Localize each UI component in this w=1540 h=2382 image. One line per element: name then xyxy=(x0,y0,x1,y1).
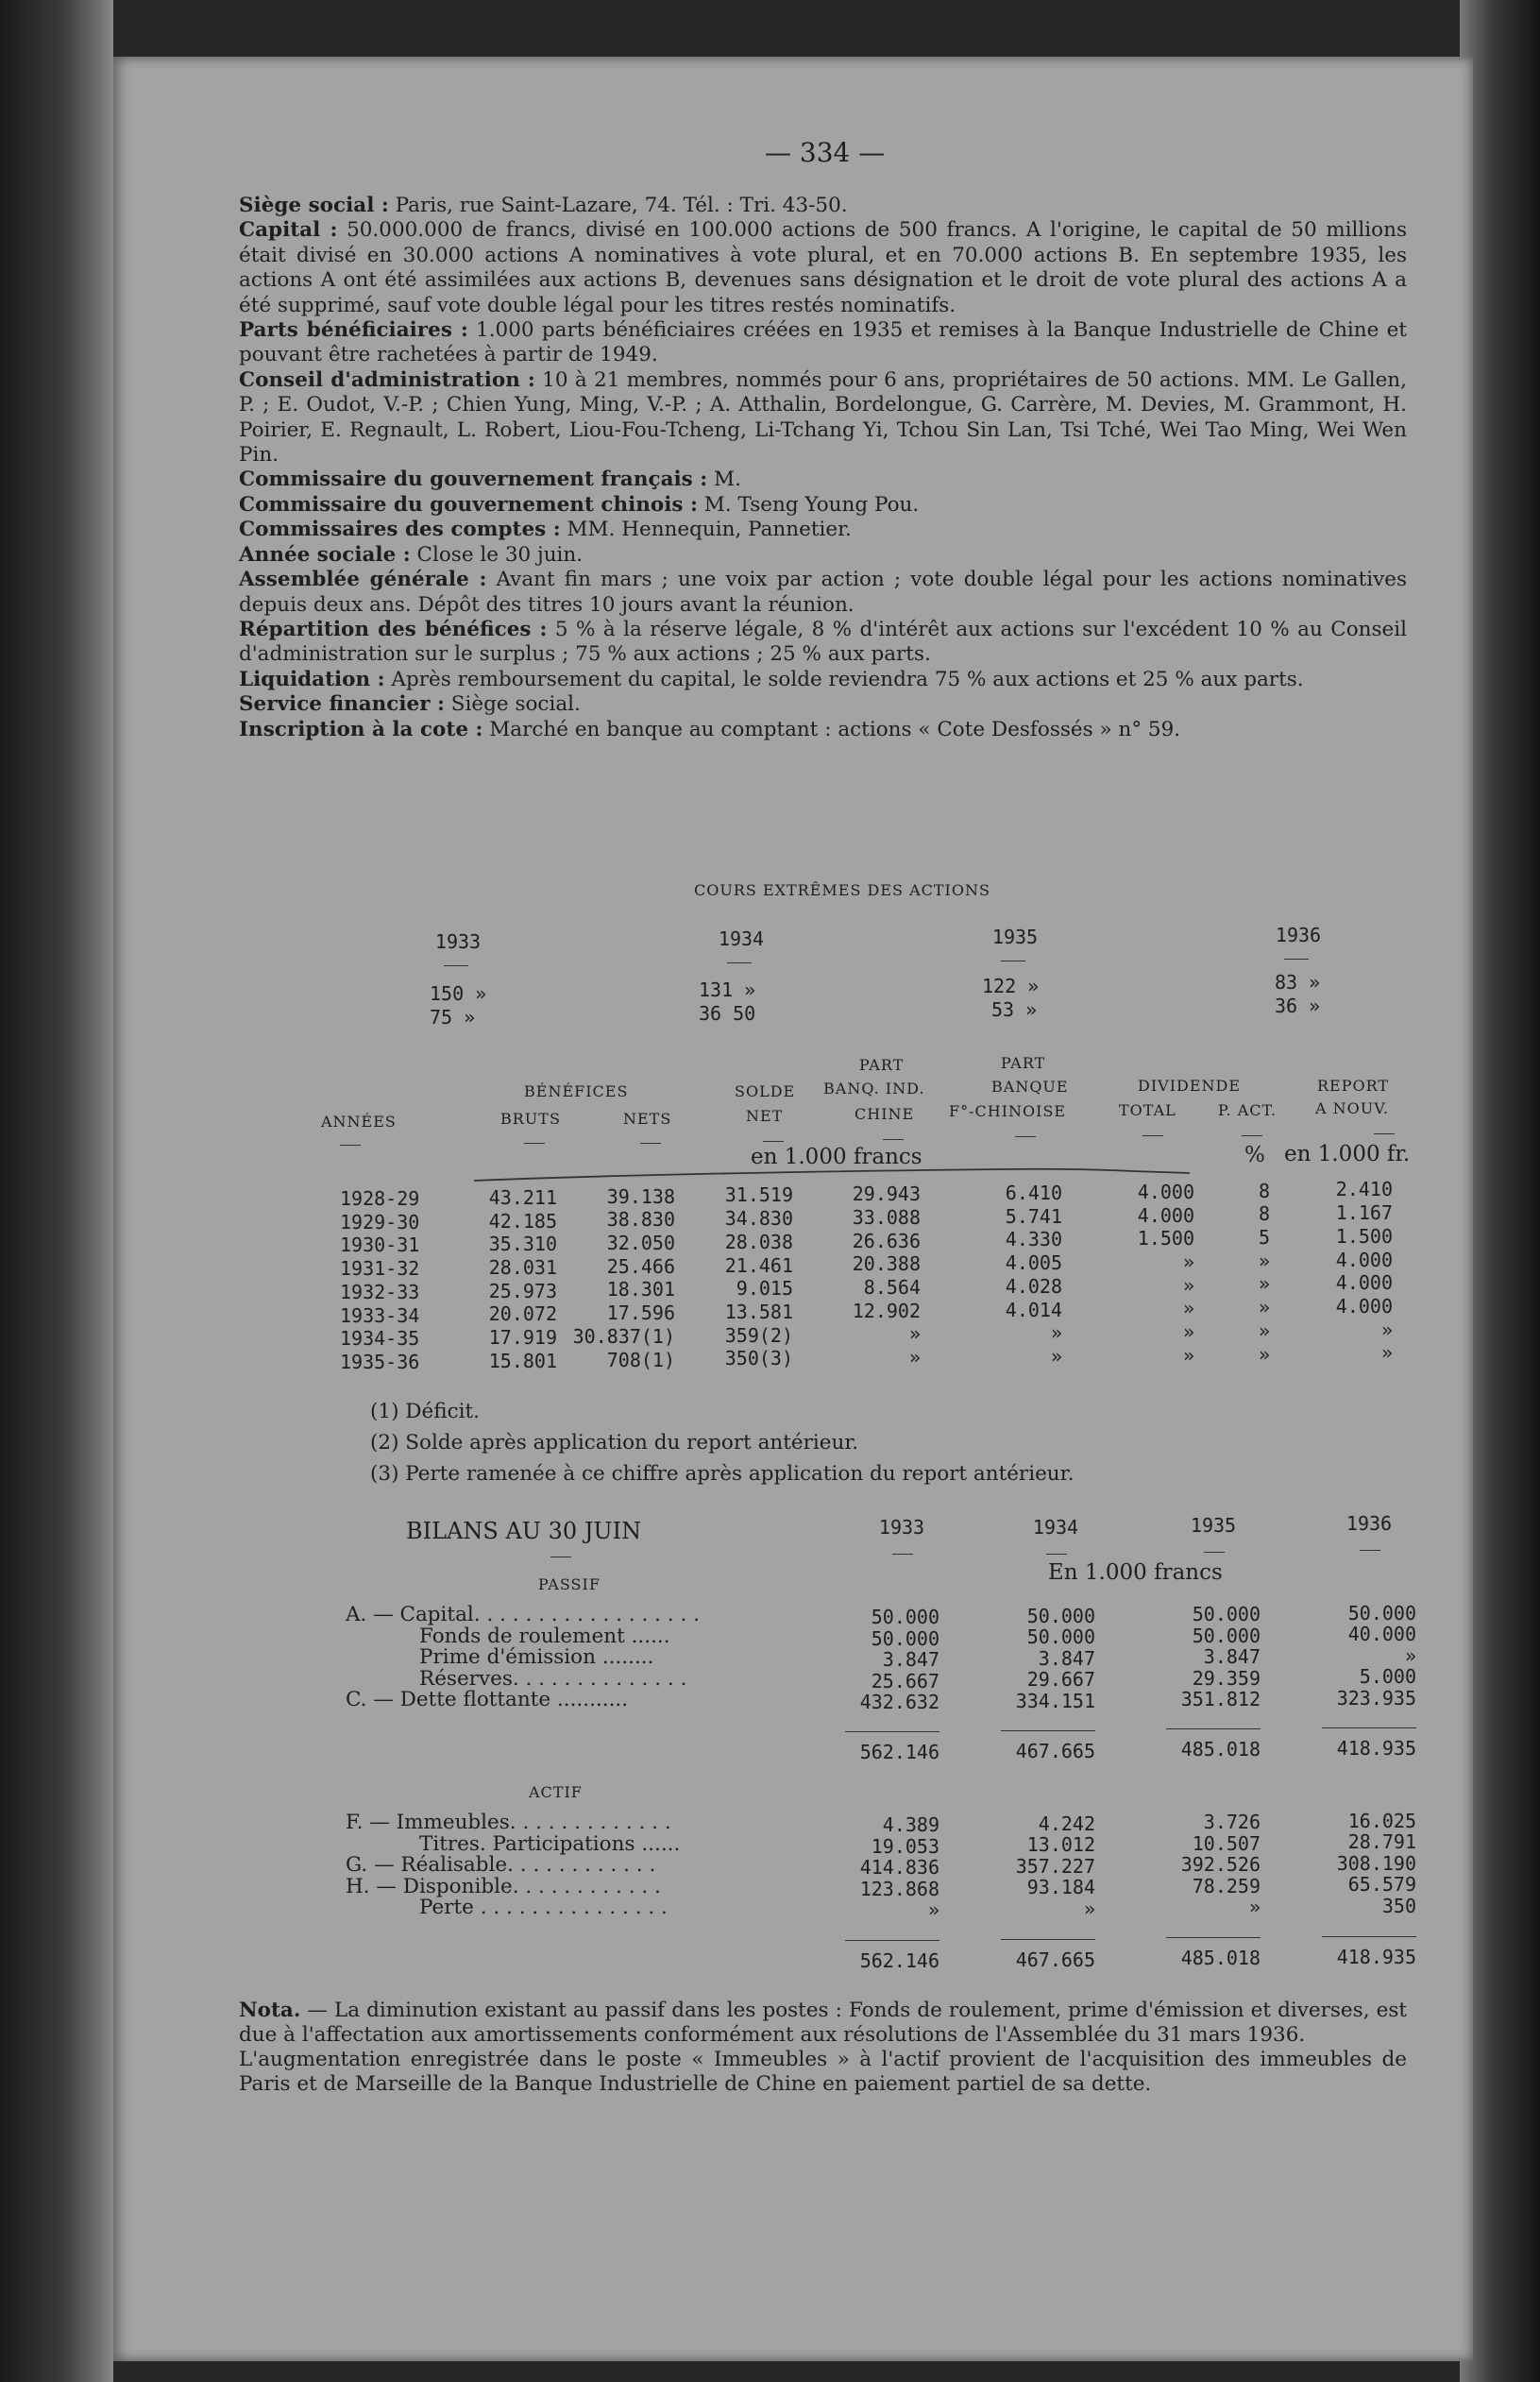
bilans-passif-label: PASSIF xyxy=(538,1575,601,1593)
passif-value: 50.000 xyxy=(1192,1603,1261,1625)
results-cell-div-pact: 8 xyxy=(1258,1202,1270,1226)
results-cell-bruts: 17.919 xyxy=(488,1326,557,1349)
head-dash-solde xyxy=(763,1141,784,1142)
label-service: Service financier : xyxy=(239,692,445,717)
results-cell-solde: 359(2) xyxy=(724,1323,793,1347)
actif-value: » xyxy=(1248,1896,1261,1918)
bilans-year-1933: 1933 xyxy=(878,1516,925,1539)
head-pact: P. ACT. xyxy=(1218,1101,1277,1119)
results-cell-part-fco: » xyxy=(1050,1344,1062,1368)
paragraph-parts xyxy=(212,318,1407,368)
head-report-1: REPORT xyxy=(1317,1077,1390,1095)
results-cell-div-pact: 5 xyxy=(1258,1226,1270,1249)
company-description xyxy=(212,194,1407,742)
passif-value: 50.000 xyxy=(871,1626,939,1650)
head-dash-annees xyxy=(340,1145,361,1146)
passif-value: 25.667 xyxy=(871,1669,939,1693)
actif-total: 485.018 xyxy=(1180,1947,1261,1969)
results-cell-bruts: 35.310 xyxy=(488,1233,557,1256)
actif-value: 4.242 xyxy=(1038,1812,1095,1835)
head-annees: ANNÉES xyxy=(321,1113,397,1131)
results-cell-div-total: 1.500 xyxy=(1137,1227,1194,1251)
head-total: TOTAL xyxy=(1119,1101,1176,1119)
label-repartition: Répartition des bénéfices : xyxy=(239,617,548,641)
head-dash-nets xyxy=(640,1143,661,1144)
head-part-banq-3: CHINE xyxy=(855,1105,915,1123)
results-cell-part-banq: 8.564 xyxy=(863,1276,921,1299)
results-cell-part-banq: 26.636 xyxy=(852,1229,921,1252)
passif-total-rule xyxy=(1001,1730,1095,1731)
cours-dash-1936 xyxy=(1284,959,1309,960)
results-cell-div-pact: 8 xyxy=(1258,1179,1270,1202)
results-cell-annee: 1935-36 xyxy=(340,1350,420,1373)
text-commissaires-comptes: MM. Hennequin, Pannetier. xyxy=(560,518,852,542)
results-cell-part-fco: » xyxy=(1050,1321,1062,1345)
passif-total-rule xyxy=(845,1731,939,1732)
results-cell-report: 1.167 xyxy=(1335,1201,1393,1225)
results-cell-report: 4.000 xyxy=(1335,1248,1393,1271)
head-part-banq-1: PART xyxy=(859,1056,905,1074)
results-cell-div-total: 4.000 xyxy=(1137,1180,1194,1203)
head-dash-bruts xyxy=(524,1143,545,1144)
results-cell-annee: 1930-31 xyxy=(340,1234,420,1257)
results-cell-part-banq: 12.902 xyxy=(852,1299,921,1322)
passif-value: 50.000 xyxy=(1347,1601,1416,1625)
results-cell-part-banq: » xyxy=(908,1346,921,1370)
results-cell-part-banq: 29.943 xyxy=(852,1182,921,1206)
paragraph-siege xyxy=(212,194,1407,218)
results-cell-div-total: » xyxy=(1182,1250,1194,1273)
actif-label: Perte . . . . . . . . . . . . . . . xyxy=(419,1896,668,1919)
actif-total-rule xyxy=(1322,1936,1416,1937)
actif-value: 350 xyxy=(1381,1894,1416,1917)
cours-low-1935: 53 » xyxy=(991,998,1038,1021)
results-cell-nets: 25.466 xyxy=(606,1254,675,1278)
results-cell-annee: 1931-32 xyxy=(340,1257,420,1281)
footnote-1: (1) Déficit. xyxy=(370,1400,480,1423)
head-dash-fco xyxy=(1015,1136,1036,1137)
label-parts: Parts bénéficiaires : xyxy=(239,318,468,343)
results-cell-solde: 31.519 xyxy=(724,1183,793,1207)
head-bruts: BRUTS xyxy=(500,1110,561,1128)
bilans-actif-label: ACTIF xyxy=(529,1783,583,1801)
actif-value: 65.579 xyxy=(1347,1873,1416,1896)
paragraph-liquidation xyxy=(212,668,1407,692)
page-number: — 334 — xyxy=(765,137,886,168)
actif-value: 4.389 xyxy=(882,1813,939,1836)
results-cell-div-total: » xyxy=(1182,1273,1194,1297)
passif-label: Fonds de roulement ...... xyxy=(419,1624,670,1648)
passif-value: 50.000 xyxy=(1026,1604,1095,1627)
bilans-dash-1934 xyxy=(1046,1554,1067,1555)
passif-value: 29.667 xyxy=(1026,1668,1095,1691)
paragraph-assemblee xyxy=(212,568,1407,618)
head-benefices: BÉNÉFICES xyxy=(524,1082,629,1100)
text-liquidation: Après remboursement du capital, le solde reviendra 75 % aux actions et 25 % aux parts. xyxy=(384,667,1304,691)
actif-value: » xyxy=(1083,1897,1095,1920)
passif-value: 351.812 xyxy=(1180,1688,1261,1710)
paragraph-capital xyxy=(212,218,1407,318)
cours-year-1934: 1934 xyxy=(718,927,765,950)
paragraph-commissaire-fr xyxy=(212,468,1407,492)
paragraph-repartition xyxy=(212,618,1407,668)
passif-total-rule xyxy=(1166,1728,1261,1729)
bilans-title: BILANS AU 30 JUIN xyxy=(406,1518,642,1544)
actif-label: H. — Disponible. . . . . . . . . . . . xyxy=(346,1874,661,1898)
unit-pct: % xyxy=(1244,1143,1265,1167)
cours-year-1936: 1936 xyxy=(1275,924,1322,946)
cours-dash-1933 xyxy=(444,965,468,966)
actif-total-rule xyxy=(1166,1937,1261,1938)
text-service: Siège social. xyxy=(444,692,581,717)
passif-total: 467.665 xyxy=(1015,1739,1095,1762)
paragraph-annee xyxy=(212,543,1407,568)
results-cell-report: 1.500 xyxy=(1335,1224,1393,1248)
results-cell-bruts: 43.211 xyxy=(488,1185,557,1209)
label-commissaires-comptes: Commissaires des comptes : xyxy=(239,518,561,542)
label-capital: Capital : xyxy=(239,218,338,243)
text-siege: Paris, rue Saint-Lazare, 74. Tél. : Tri. 43-50. xyxy=(388,194,848,217)
results-cell-part-fco: 4.028 xyxy=(1005,1274,1062,1298)
text-assemblee: Avant fin mars ; une voix par action ; vote double légal pour les actions nominatives depuis deux ans. Dépôt des titres 10 jours avant la réunion. xyxy=(239,568,1407,617)
head-report-2: A NOUV. xyxy=(1315,1099,1390,1117)
actif-label: Titres. Participations ...... xyxy=(419,1831,681,1856)
actif-total: 562.146 xyxy=(859,1949,939,1972)
actif-value: 3.726 xyxy=(1203,1811,1261,1833)
head-dividende: DIVIDENDE xyxy=(1138,1077,1242,1095)
cours-high-1934: 131 » xyxy=(699,978,756,1001)
text-inscription: Marché en banque au comptant : actions « Cote Desfossés » n° 59. xyxy=(482,717,1181,741)
results-cell-nets: 18.301 xyxy=(606,1278,675,1302)
passif-value: 432.632 xyxy=(859,1691,939,1713)
label-liquidation: Liquidation : xyxy=(239,667,385,691)
bilans-year-1936: 1936 xyxy=(1345,1512,1393,1535)
results-cell-report: 2.410 xyxy=(1335,1178,1393,1201)
results-cell-nets: 32.050 xyxy=(606,1232,675,1254)
results-cell-part-fco: 5.741 xyxy=(1005,1204,1062,1228)
text-conseil: 10 à 21 membres, nommés pour 6 ans, propriétaires de 50 actions. MM. Le Gallen, P. ; E. Oudot, V.-P. ; Chien Yung, Ming, V.-P. ; A. Atthalin, Bordelongue, G. Carrère, M. Devies, M. Grammont, H. Poirier, E. Regnault, L. Robert, Liou-Fou-Tcheng, Li-Tchang Yi, Tchou Sin Lan, Tsi Tché, Wei Tao Ming, Wei Wen Pin. xyxy=(239,367,1407,468)
actif-total-rule xyxy=(1001,1939,1095,1940)
results-cell-part-fco: 4.330 xyxy=(1005,1228,1062,1251)
label-commissaire-cn: Commissaire du gouvernement chinois : xyxy=(239,492,698,517)
passif-value: 3.847 xyxy=(1203,1645,1261,1668)
nota-paragraph-2: L'augmentation enregistrée dans le poste « Immeubles » à l'actif provient de l'acquisition des immeubles de Paris et de Marseille de la Banque Industrielle de Chine en paiement partiel de sa dette. xyxy=(239,2048,1407,2096)
cours-low-1933: 75 » xyxy=(430,1006,476,1029)
actif-value: 392.526 xyxy=(1180,1853,1261,1876)
head-part-fco-2: BANQUE xyxy=(991,1078,1069,1096)
results-cell-part-banq: » xyxy=(908,1322,921,1346)
head-part-banq-2: BANQ. IND. xyxy=(823,1080,925,1097)
head-nets: NETS xyxy=(623,1110,672,1128)
actif-value: 78.259 xyxy=(1192,1874,1261,1897)
passif-value: 29.359 xyxy=(1192,1666,1261,1690)
results-cell-div-pact: » xyxy=(1258,1296,1270,1319)
actif-total: 418.935 xyxy=(1336,1945,1416,1968)
results-cell-bruts: 20.072 xyxy=(488,1302,557,1326)
results-cell-nets: 38.830 xyxy=(606,1208,675,1232)
head-solde-1: SOLDE xyxy=(735,1082,796,1100)
footnote-3: (3) Perte ramenée à ce chiffre après application du report antérieur. xyxy=(370,1462,1075,1486)
actif-label: F. — Immeubles. . . . . . . . . . . . . xyxy=(346,1811,671,1834)
passif-value: 323.935 xyxy=(1336,1686,1416,1710)
label-siege: Siège social : xyxy=(239,194,389,217)
label-annee: Année sociale : xyxy=(239,542,411,567)
actif-total-rule xyxy=(845,1940,939,1941)
head-dash-banq xyxy=(883,1139,904,1140)
bilans-unit: En 1.000 francs xyxy=(1048,1560,1223,1585)
passif-value: 40.000 xyxy=(1347,1623,1416,1645)
results-cell-div-pact: » xyxy=(1258,1342,1270,1366)
head-dash-pact xyxy=(1242,1135,1262,1136)
paragraph-commissaires-comptes xyxy=(212,518,1407,542)
label-conseil: Conseil d'administration : xyxy=(239,367,535,392)
cours-low-1934: 36 50 xyxy=(699,1002,756,1025)
cours-high-1936: 83 » xyxy=(1275,971,1321,994)
results-cell-report: » xyxy=(1380,1318,1393,1341)
results-cell-annee: 1932-33 xyxy=(340,1280,420,1303)
actif-value: 357.227 xyxy=(1015,1854,1095,1878)
text-annee: Close le 30 juin. xyxy=(410,542,584,567)
passif-label: A. — Capital. . . . . . . . . . . . . . . . . . xyxy=(346,1603,700,1626)
results-cell-annee: 1928-29 xyxy=(340,1187,420,1210)
bilans-dash-1933 xyxy=(892,1554,913,1555)
results-cell-div-pact: » xyxy=(1258,1319,1270,1342)
results-cell-div-pact: » xyxy=(1258,1249,1270,1272)
text-parts: 1.000 parts bénéficiaires créées en 1935 et remises à la Banque Industrielle de Chine et pouvant être rachetées à partir de 1949. xyxy=(239,318,1407,367)
results-cell-nets: 30.837(1) xyxy=(572,1324,675,1348)
actif-value: 16.025 xyxy=(1347,1809,1416,1832)
results-cell-report: 4.000 xyxy=(1335,1271,1393,1295)
head-solde-2: NET xyxy=(746,1107,784,1125)
passif-value: 50.000 xyxy=(1192,1624,1261,1647)
results-cell-div-pact: » xyxy=(1258,1272,1270,1296)
text-commissaire-fr: M. xyxy=(707,468,741,492)
results-cell-nets: 17.596 xyxy=(606,1302,675,1325)
passif-value: 3.847 xyxy=(1038,1646,1095,1670)
actif-value: 10.507 xyxy=(1192,1831,1261,1855)
scan-edge-left xyxy=(0,0,113,2382)
head-dash-report xyxy=(1374,1133,1395,1134)
results-cell-bruts: 25.973 xyxy=(488,1279,557,1302)
results-cell-bruts: 28.031 xyxy=(488,1255,557,1279)
results-cell-div-total: » xyxy=(1182,1343,1194,1367)
passif-label: C. — Dette flottante ........... xyxy=(346,1688,629,1711)
results-cell-bruts: 15.801 xyxy=(488,1349,557,1372)
actif-value: 13.012 xyxy=(1026,1833,1095,1856)
head-dash-total xyxy=(1142,1135,1163,1136)
results-cell-part-fco: 4.014 xyxy=(1005,1298,1062,1321)
label-commissaire-fr: Commissaire du gouvernement français : xyxy=(239,468,708,492)
actif-value: 308.190 xyxy=(1336,1851,1416,1875)
results-cell-part-fco: 4.005 xyxy=(1005,1251,1062,1275)
cours-title: COURS EXTRÊMES DES ACTIONS xyxy=(694,881,990,899)
results-cell-report: » xyxy=(1380,1341,1393,1365)
actif-value: 123.868 xyxy=(859,1877,939,1900)
paragraph-commissaire-cn xyxy=(212,493,1407,518)
text-commissaire-cn: M. Tseng Young Pou. xyxy=(697,492,920,517)
cours-year-1933: 1933 xyxy=(434,930,482,953)
results-cell-annee: 1933-34 xyxy=(340,1303,420,1327)
results-cell-div-total: » xyxy=(1182,1320,1194,1343)
results-cell-solde: 28.038 xyxy=(724,1230,793,1253)
results-cell-solde: 350(3) xyxy=(724,1347,793,1370)
cours-dash-1934 xyxy=(727,962,752,963)
results-cell-annee: 1934-35 xyxy=(340,1327,420,1351)
paragraph-service xyxy=(212,692,1407,717)
results-cell-part-banq: 33.088 xyxy=(852,1205,921,1229)
unit-francs: en 1.000 francs xyxy=(751,1145,922,1169)
actif-label: G. — Réalisable. . . . . . . . . . . . xyxy=(346,1853,656,1877)
nota xyxy=(212,1999,1407,2097)
cours-high-1933: 150 » xyxy=(430,982,487,1005)
passif-value: 50.000 xyxy=(1026,1625,1095,1648)
results-cell-solde: 9.015 xyxy=(736,1277,793,1301)
passif-value: 5.000 xyxy=(1359,1665,1416,1688)
results-cell-annee: 1929-30 xyxy=(340,1210,420,1234)
footnote-2: (2) Solde après application du report antérieur. xyxy=(370,1431,859,1455)
passif-value: 50.000 xyxy=(871,1606,939,1628)
passif-total: 562.146 xyxy=(859,1741,939,1763)
passif-value: 3.847 xyxy=(882,1648,939,1671)
cours-high-1935: 122 » xyxy=(982,975,1040,997)
head-part-fco-3: F°-CHINOISE xyxy=(949,1102,1067,1120)
passif-value: » xyxy=(1404,1643,1416,1667)
passif-total-rule xyxy=(1322,1727,1416,1728)
bilans-dash-1935 xyxy=(1204,1552,1225,1553)
actif-value: 19.053 xyxy=(871,1834,939,1858)
bilans-year-1934: 1934 xyxy=(1032,1516,1079,1539)
results-cell-div-total: 4.000 xyxy=(1137,1203,1194,1227)
text-repartition: 5 % à la réserve légale, 8 % d'intérêt aux actions sur l'excédent 10 % au Conseil d'administration sur le surplus ; 75 % aux actions ; 25 % aux parts. xyxy=(239,617,1407,667)
actif-value: 414.836 xyxy=(859,1856,939,1879)
results-cell-solde: 34.830 xyxy=(724,1207,793,1231)
text-capital: 50.000.000 de francs, divisé en 100.000 actions de 500 francs. A l'origine, le capital de 50 millions était divisé en 30.000 actions A nominatives à vote plural, et en 70.000 actions B. En septembre 1935, les actions A ont été assimilées aux actions B, devenues sans désignation et le droit de vote plural des actions A a été supprimé, sauf vote double légal pour les titres restés nominatifs. xyxy=(239,218,1407,317)
results-cell-report: 4.000 xyxy=(1335,1294,1393,1318)
label-inscription: Inscription à la cote : xyxy=(239,717,483,741)
results-cell-solde: 21.461 xyxy=(724,1253,793,1277)
cours-low-1936: 36 » xyxy=(1275,995,1321,1017)
paragraph-conseil xyxy=(212,368,1407,468)
passif-total: 418.935 xyxy=(1336,1736,1416,1760)
results-cell-solde: 13.581 xyxy=(724,1300,793,1323)
actif-value: 93.184 xyxy=(1026,1876,1095,1898)
actif-total: 467.665 xyxy=(1015,1948,1095,1971)
results-cell-part-fco: 6.410 xyxy=(1005,1182,1062,1204)
paragraph-inscription xyxy=(212,718,1407,742)
label-assemblee: Assemblée générale : xyxy=(239,568,487,592)
cours-year-1935: 1935 xyxy=(991,926,1039,948)
results-cell-bruts: 42.185 xyxy=(488,1209,557,1233)
unit-report: en 1.000 fr. xyxy=(1284,1142,1411,1166)
actif-value: » xyxy=(927,1898,939,1921)
head-part-fco-1: PART xyxy=(1001,1054,1046,1072)
bilans-dash-1936 xyxy=(1360,1550,1380,1551)
nota-paragraph-1 xyxy=(212,1999,1407,2048)
passif-label: Prime d'émission ........ xyxy=(419,1645,654,1669)
nota-text-1: — La diminution existant au passif dans les postes : Fonds de roulement, prime d'émission et diverses, est due à l'affectation aux amortissements conformément aux résolutions de l'Assemblée du 31 mars 1936. xyxy=(239,1999,1407,2047)
passif-value: 334.151 xyxy=(1015,1689,1095,1712)
results-cell-nets: 39.138 xyxy=(606,1184,675,1208)
actif-value: 28.791 xyxy=(1347,1830,1416,1853)
bilans-year-1935: 1935 xyxy=(1190,1514,1237,1537)
nota-label: Nota. xyxy=(239,1999,301,2022)
passif-label: Réserves. . . . . . . . . . . . . . xyxy=(419,1666,687,1691)
results-cell-nets: 708(1) xyxy=(606,1348,675,1371)
results-cell-part-banq: 20.388 xyxy=(852,1252,921,1276)
passif-total: 485.018 xyxy=(1180,1738,1261,1761)
results-cell-div-total: » xyxy=(1182,1297,1194,1320)
